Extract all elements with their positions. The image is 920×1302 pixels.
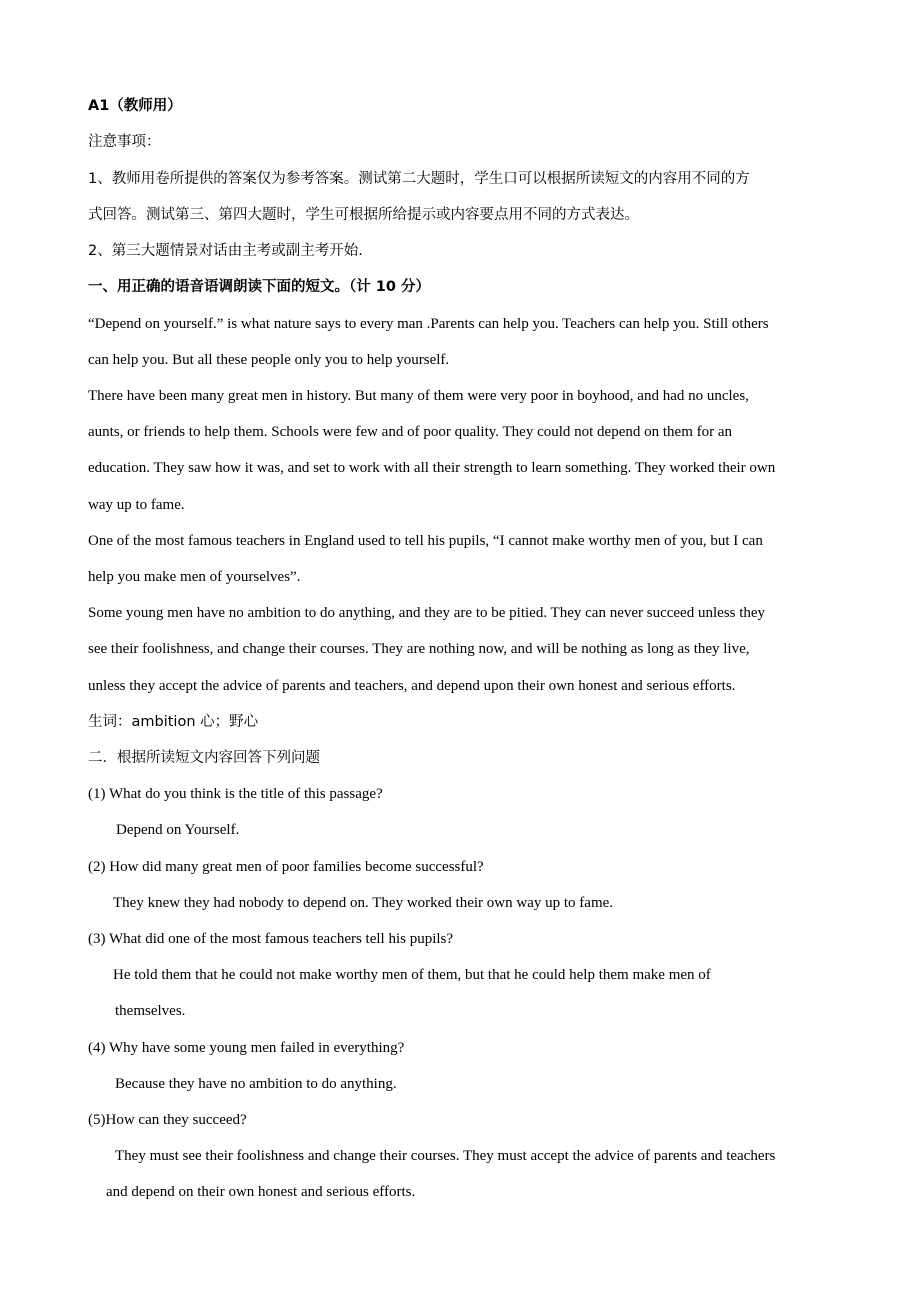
passage-line: unless they accept the advice of parents and teachers, and depend upon their own honest and serious efforts. — [88, 678, 736, 694]
question-4: (4) Why have some young men failed in everything? — [88, 1040, 405, 1056]
section-1-heading: 一、用正确的语音语调朗读下面的短文。（计 10 分） — [88, 279, 431, 295]
answer-3-line-2: themselves. — [115, 1003, 186, 1019]
passage-line: One of the most famous teachers in England used to tell his pupils, “I cannot make worthy men of you, but I can — [88, 533, 763, 549]
section-2-heading: 二．根据所读短文内容回答下列问题 — [88, 750, 320, 766]
question-3: (3) What did one of the most famous teachers tell his pupils? — [88, 931, 454, 947]
note-1-line-2: 式回答。测试第三、第四大题时，学生可根据所给提示或内容要点用不同的方式表达。 — [88, 207, 639, 223]
note-2: 2、第三大题情景对话由主考或副主考开始. — [88, 243, 363, 259]
question-2: (2) How did many great men of poor families become successful? — [88, 859, 484, 875]
answer-3-line-1: He told them that he could not make worthy men of them, but that he could help them make men of — [113, 967, 711, 983]
doc-title: A1（教师用） — [88, 98, 182, 114]
answer-1: Depend on Yourself. — [116, 822, 240, 838]
passage-line: help you make men of yourselves”. — [88, 569, 301, 585]
answer-5-line-1: They must see their foolishness and change their courses. They must accept the advice of parents and teachers — [115, 1148, 776, 1164]
notes-heading: 注意事项： — [88, 134, 161, 150]
note-1-line-1: 1、教师用卷所提供的答案仅为参考答案。测试第二大题时，学生口可以根据所读短文的内容用不同的方 — [88, 171, 750, 187]
passage-line: see their foolishness, and change their courses. They are nothing now, and will be nothing as long as they live, — [88, 641, 750, 657]
passage-line: can help you. But all these people only you to help yourself. — [88, 352, 450, 368]
question-5: (5)How can they succeed? — [88, 1112, 247, 1128]
passage-line: aunts, or friends to help them. Schools were few and of poor quality. They could not depend on them for an — [88, 424, 733, 440]
passage-line: “Depend on yourself.” is what nature says to every man .Parents can help you. Teachers can help you. Still others — [88, 316, 769, 332]
answer-2: They knew they had nobody to depend on. They worked their own way up to fame. — [113, 895, 614, 911]
answer-4: Because they have no ambition to do anything. — [115, 1076, 397, 1092]
passage-line: education. They saw how it was, and set to work with all their strength to learn something. They worked their own — [88, 460, 776, 476]
passage-line: way up to fame. — [88, 497, 185, 513]
passage-line: There have been many great men in history. But many of them were very poor in boyhood, and had no uncles, — [88, 388, 749, 404]
answer-5-line-2: and depend on their own honest and serious efforts. — [106, 1184, 416, 1200]
passage-line: Some young men have no ambition to do anything, and they are to be pitied. They can never succeed unless they — [88, 605, 766, 621]
question-1: (1) What do you think is the title of this passage? — [88, 786, 383, 802]
vocab-note: 生词：ambition 心；野心 — [88, 714, 259, 730]
